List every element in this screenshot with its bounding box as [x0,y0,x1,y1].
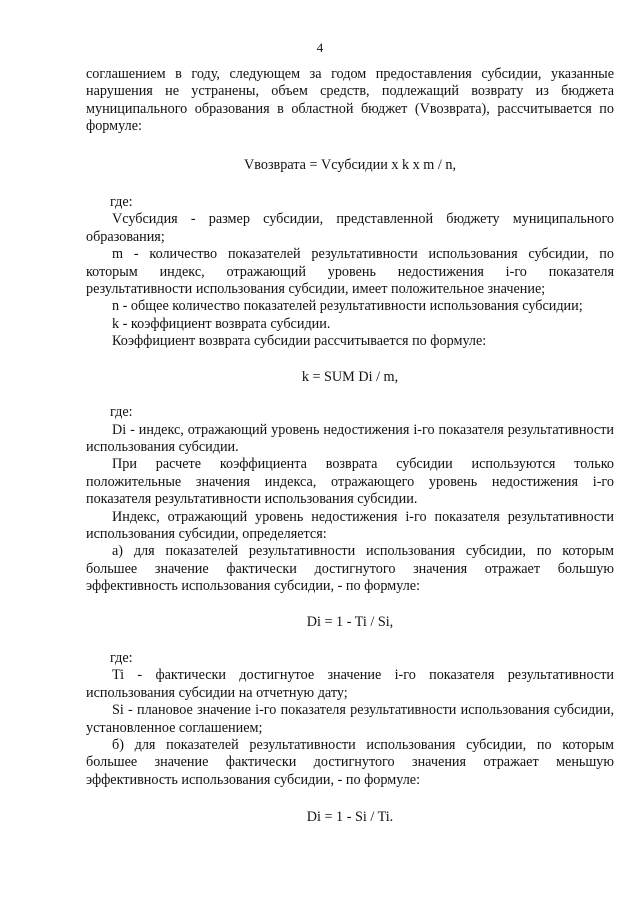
formula-coefficient: k = SUM Di / m, [301,368,399,385]
page-number: 4 [316,40,324,55]
formula-return-amount: Vвозврата = Vсубсидии x k x m / n, [244,156,456,173]
paragraph: Di - индекс, отражающий уровень недостижения i-го показателя результативности использования субсидии. [86,421,614,455]
where-label: где: [110,404,133,421]
paragraph: Vсубсидия - размер субсидии, представленной бюджету муниципального образования; [86,211,614,245]
paragraph: Коэффициент возврата субсидии рассчитывается по формуле: [112,333,487,350]
formula-index-b: Di = 1 - Si / Ti. [306,809,394,826]
document-body [86,66,614,827]
paragraph: Ti - фактически достигнутое значение i-го показателя результативности использования субсидии на отчетную дату; [86,667,614,701]
paragraph: Si - плановое значение i-го показателя результативности использования субсидии, установленное соглашением; [86,702,614,736]
paragraph: б) для показателей результативности использования субсидии, по которым большее значение фактически достигнутого значения отражает меньшую эффективность использования субсидии, - по формуле: [86,737,614,788]
paragraph: а) для показателей результативности использования субсидии, по которым большее значение фактически достигнутого значения отражает большую эффективность использования субсидии, - по формуле: [86,543,614,595]
where-label: где: [110,194,133,211]
paragraph: m - количество показателей результативности использования субсидии, по которым индекс, отражающий уровень недостижения i-го показателя результативности использования субсидии, имеет положительное значение; [86,246,614,298]
paragraph: k - коэффициент возврата субсидии. [112,315,331,332]
paragraph: соглашением в году, следующем за годом предоставления субсидии, указанные нарушения не устранены, объем средств, подлежащий возврату из бюджета муниципального образования в областной бюджет (Vвозврата), рассчитывается по формуле: [86,66,614,135]
paragraph: n - общее количество показателей результативности использования субсидии; [112,298,583,315]
where-label: где: [110,649,133,666]
paragraph: При расчете коэффициента возврата субсидии используются только положительные значения индекса, отражающего уровень недостижения i-го показателя результативности использования субсидии. [86,456,614,508]
paragraph: Индекс, отражающий уровень недостижения i-го показателя результативности использования субсидии, определяется: [86,508,614,542]
formula-index-a: Di = 1 - Ti / Si, [306,613,394,630]
